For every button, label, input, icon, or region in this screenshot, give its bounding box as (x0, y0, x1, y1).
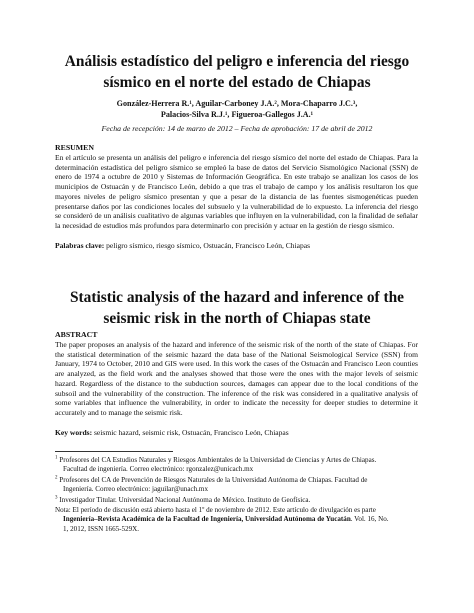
key-words-label: Key words: (55, 427, 93, 437)
journal-volume: . Vol. 16, No. (350, 515, 389, 524)
author-list (40, 98, 434, 120)
palabras-clave (55, 241, 418, 251)
english-title (40, 287, 434, 329)
resumen-heading: RESUMEN (55, 143, 94, 152)
footnote-divider (55, 451, 173, 452)
note-line-3: 1, 2012, ISSN 1665-529X. (63, 524, 140, 533)
footnote-2-line-1: Profesores del CA de Prevención de Riesgos Naturales de la Universidad Autónoma de Chiapas. Facultad de (59, 475, 368, 484)
abstract-section (55, 330, 418, 438)
resumen-text: En el artículo se presenta un análisis del peligro e inferencia del riesgo sísmico del norte del estado de Chiapas. Para la determinación estadística del peligro sísmico se empleó la base de datos del Servicio Sismológico Nacional (SSN) de enero de 1974 a octubre de 2010 y Sistemas de Información Geográfica. En este trabajo se analizan los casos de los municipios de Ostuacán y de Francisco León, debido a que tras el trabajo de campo y los análisis resultaron los que mayores niveles de peligro sísmico presentan y que a pesar de la distancia de las fuentes sismogenéticas pueden presentarse daños por las condiciones locales del subsuelo y la vulnerabilidad de lo expuesto. La inferencia del riesgo se consideró de un análisis cualitativo de algunas variables que influyen en la vulnerabilidad, con la finalidad de señalar la necesidad de estudios más profundos para determinarlo con precisión y actuar en la gestión de riesgo sísmico. (55, 153, 418, 230)
footnote-3 (55, 496, 418, 505)
abstract-text: The paper proposes an analysis of the hazard and inference of the seismic risk of the north of the state of Chiapas. For the statistical determination of the seismic hazard the data base of the National Seismological Service (SSN) from January, 1974 to October, 2010 and GIS were used. In this work the cases of the Ostuacán and Francisco Leon counties are analyzed, as the field work and the analyses showed that those were the ones with the major levels of seismic hazard. Regardless of the distance to the subduction sources, damages can appear due to the local conditions of the subsoil and the vulnerability of the construction. The inference of the risk was considered in a qualitative analysis of some variables that influence the vulnerability, in order to indicate the necessity for deeper studies to determine it accurately and to manage the seismic risk. (55, 340, 418, 417)
reception-dates: Fecha de recepción: 14 de marzo de 2012 – Fecha de aprobación: 17 de abril de 2012 (101, 124, 373, 133)
footnote-1-line-1: Profesores del CA Estudios Naturales y Riesgos Ambientales de la Universidad de Ciencias y Artes de Chiapas. (59, 456, 377, 464)
key-words (55, 428, 418, 438)
footnote-1-line-2: Facultad de ingeniería. Correo electrónico: rgonzalez@unicach.mx (63, 465, 254, 474)
publication-note (55, 506, 418, 534)
authors-line-2: Palacios-Silva R.J.¹, Figueroa-Gallegos J.A.¹ (160, 110, 314, 119)
footnote-1-marker: 1 (55, 455, 58, 461)
spanish-title-line-2: sísmico en el norte del estado de Chiapas (103, 74, 371, 91)
note-line-1: Nota: El período de discusión está abierto hasta el 1º de noviembre de 2012. Este artículo de divulgación es parte (55, 506, 376, 515)
footnotes (55, 456, 418, 535)
palabras-clave-label: Palabras clave: (55, 240, 105, 250)
footnote-2 (55, 476, 418, 495)
footnote-2-line-2: Ingeniería. Correo electrónico: jaguilar@unach.mx (63, 485, 208, 494)
resumen-section (55, 143, 418, 251)
note-line-2 (55, 515, 418, 524)
footnote-2-marker: 2 (55, 475, 58, 481)
authors-line-1: González-Herrera R.¹, Aguilar-Carboney J.A.², Mora-Chaparro J.C.³, (116, 99, 358, 108)
key-words-text: seismic hazard, seismic risk, Ostuacán, Francisco León, Chiapas (94, 427, 289, 437)
footnote-1 (55, 456, 418, 475)
spanish-title (40, 51, 434, 93)
spanish-title-line-1: Análisis estadístico del peligro e inferencia del riesgo (64, 53, 410, 70)
english-title-line-1: Statistic analysis of the hazard and inference of the (69, 289, 405, 306)
footnote-3-marker: 3 (55, 495, 58, 501)
abstract-heading: ABSTRACT (55, 330, 98, 339)
footnote-3-line-1: Investigador Titular. Universidad Nacional Autónoma de México. Instituto de Geofísica. (59, 495, 311, 504)
journal-name: Ingeniería–Revista Académica de la Facultad de Ingeniería, Universidad Autónoma de Yucatán (63, 515, 351, 524)
english-title-line-2: seismic risk in the north of Chiapas state (103, 310, 371, 327)
palabras-clave-text: peligro sísmico, riesgo sísmico, Ostuacán, Francisco León, Chiapas (106, 240, 311, 250)
